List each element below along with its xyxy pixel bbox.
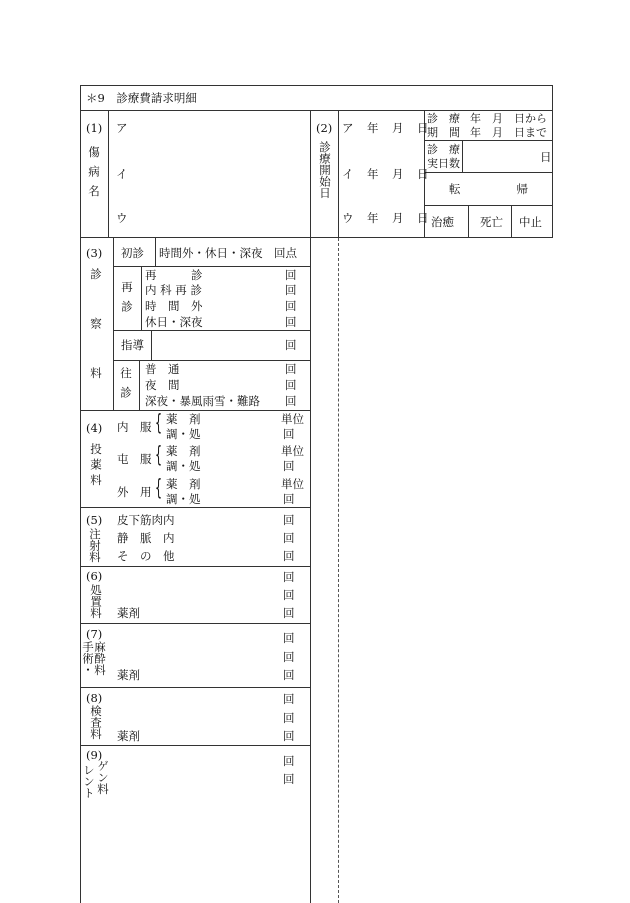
sec5-count-1: 回 [283, 513, 295, 527]
sec4-label: 投薬料 [89, 443, 103, 490]
sec7-label-2: 麻酔料 [93, 641, 107, 676]
sec1-item-u: ウ [116, 211, 128, 225]
shido-count: 回 [285, 338, 297, 352]
oushin-item-1: 普 通 [145, 362, 180, 376]
outcome-cured: 治癒 [431, 215, 454, 229]
tonpuku-label: 屯 服 [117, 452, 152, 466]
sec8-drug: 薬剤 [117, 729, 140, 743]
sec2-number: (2) [316, 121, 333, 135]
period-label-1: 診 療 [427, 112, 460, 125]
sec7-label-1: 手術・ [81, 641, 95, 676]
sec8-number: (8) [86, 691, 103, 705]
saishin-item-3: 時 間 外 [145, 299, 203, 313]
sec2-date-i: イ 年 月 日 [342, 167, 430, 181]
tonpuku-count: 回 [283, 459, 295, 473]
sec8-count-1: 回 [283, 692, 295, 706]
sec6-label: 処置料 [89, 584, 103, 619]
saishin-label: 再診 [120, 281, 134, 320]
sec6-number: (6) [86, 569, 103, 583]
saishin-item-1: 再 診 [145, 268, 203, 282]
naifuku-unit: 単位 [281, 412, 304, 426]
period-label-2: 期 間 [427, 126, 460, 139]
outcome-stopped: 中止 [519, 215, 542, 229]
sec9-count-2: 回 [283, 772, 295, 786]
saishin-count-3: 回 [285, 299, 297, 313]
sec9-number: (9) [86, 748, 103, 762]
sec3-label: 診察料 [89, 268, 103, 417]
sec7-count-2: 回 [283, 650, 295, 664]
shoshin-label: 初診 [121, 246, 144, 260]
days-label-1: 診 療 [427, 143, 460, 156]
sec6-count-3: 回 [283, 606, 295, 620]
period-from: 年 月 日から [470, 112, 547, 125]
oushin-label: 往診 [119, 367, 133, 406]
gaiyou-unit: 単位 [281, 477, 304, 491]
sec5-item-3: そ の 他 [117, 549, 175, 563]
saishin-item-4: 休日・深夜 [145, 315, 203, 329]
gaiyou-brace-icon: { [155, 476, 162, 501]
shoshin-detail: 時間外・休日・深夜 回点 [159, 246, 297, 260]
saishin-item-2: 内 科 再 診 [145, 283, 202, 297]
outcome-header: 転 帰 [449, 182, 530, 196]
saishin-count-1: 回 [285, 268, 297, 282]
tonpuku-drug: 薬 剤 [166, 444, 201, 458]
gaiyou-label: 外 用 [117, 485, 152, 499]
days-label-2: 実日数 [427, 157, 460, 170]
sec9-label-1: レント [82, 764, 96, 799]
sec7-count-1: 回 [283, 631, 295, 645]
sec5-item-2: 静 脈 内 [117, 531, 175, 545]
sec2-date-a: ア 年 月 日 [342, 121, 430, 135]
tonpuku-brace-icon: { [155, 443, 162, 468]
form-title: ＊9 診療費請求明細 [86, 91, 197, 105]
saishin-count-2: 回 [285, 283, 297, 297]
sec5-label: 注射料 [88, 528, 102, 563]
gaiyou-count: 回 [283, 492, 295, 506]
days-unit: 日 [540, 150, 552, 164]
sec5-number: (5) [86, 513, 103, 527]
sec6-drug: 薬剤 [117, 606, 140, 620]
naifuku-count: 回 [283, 427, 295, 441]
sec6-count-1: 回 [283, 570, 295, 584]
oushin-count-3: 回 [285, 394, 297, 408]
period-to: 年 月 日まで [470, 126, 547, 139]
oushin-count-2: 回 [285, 378, 297, 392]
sec4-number: (4) [86, 421, 103, 435]
saishin-count-4: 回 [285, 315, 297, 329]
sec1-number: (1) [86, 121, 103, 135]
naifuku-drug: 薬 剤 [166, 412, 201, 426]
gaiyou-drug: 薬 剤 [166, 477, 201, 491]
sec1-item-a: ア [116, 121, 128, 135]
sec2-label: 診療開始日 [318, 141, 332, 199]
sec8-count-2: 回 [283, 711, 295, 725]
sec7-number: (7) [86, 627, 103, 641]
naifuku-label: 内 服 [117, 420, 152, 434]
gaiyou-prep: 調・処 [166, 492, 201, 506]
sec1-label: 傷病名 [87, 146, 101, 205]
sec5-count-3: 回 [283, 549, 295, 563]
sec6-count-2: 回 [283, 588, 295, 602]
oushin-count-1: 回 [285, 362, 297, 376]
sec8-label: 検査料 [89, 705, 103, 740]
sec1-item-i: イ [116, 167, 128, 181]
sec3-number: (3) [86, 246, 103, 260]
sec2-date-u: ウ 年 月 日 [342, 211, 430, 225]
sec9-label-2: ゲン料 [96, 760, 110, 795]
sec9-count-1: 回 [283, 754, 295, 768]
naifuku-brace-icon: { [155, 411, 162, 436]
oushin-item-3: 深夜・暴風雨雪・難路 [145, 394, 260, 408]
sec8-count-3: 回 [283, 729, 295, 743]
shido-label: 指導 [121, 338, 144, 352]
oushin-item-2: 夜 間 [145, 378, 180, 392]
sec5-item-1: 皮下筋肉内 [117, 513, 175, 527]
outcome-died: 死亡 [480, 215, 503, 229]
sec5-count-2: 回 [283, 531, 295, 545]
naifuku-prep: 調・処 [166, 427, 201, 441]
sec7-count-3: 回 [283, 668, 295, 682]
tonpuku-prep: 調・処 [166, 459, 201, 473]
sec7-drug: 薬剤 [117, 668, 140, 682]
tonpuku-unit: 単位 [281, 444, 304, 458]
